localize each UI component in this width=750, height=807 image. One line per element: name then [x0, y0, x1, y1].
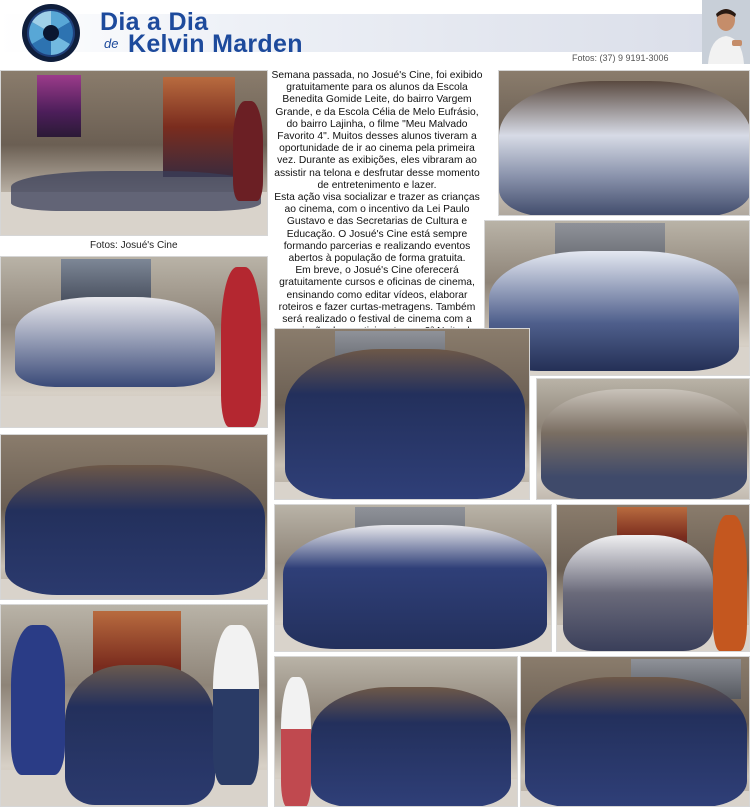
columnist-portrait: [702, 0, 750, 64]
group-photo-10: [556, 504, 750, 652]
group-photo-1: [0, 70, 268, 236]
group-photo-2: [0, 256, 268, 428]
photo-caption: Fotos: Josué's Cine: [90, 240, 178, 251]
group-photo-5: [498, 70, 750, 216]
group-photo-4: [0, 604, 268, 807]
group-photo-8: [536, 378, 750, 500]
group-photo-3: [0, 434, 268, 600]
article-paragraph-2: Esta ação visa socializar e trazer as crianças ao cinema, com o incentivo da Lei Paulo Gustavo e das Secretarias de Cultura e Educação. O Josué's Cine está sempre formando parcerias e realizando eventos abertos à população de forma gratuita.: [274, 192, 480, 265]
masthead-title-de: de: [104, 36, 119, 51]
masthead-title-line2: Kelvin Marden: [128, 30, 303, 58]
photo-credit-phone: Fotos: (37) 9 9191-3006: [572, 53, 669, 63]
article-body: [270, 70, 484, 351]
header: [0, 0, 750, 68]
group-photo-11: [274, 656, 518, 807]
group-photo-9: [274, 504, 552, 652]
person-portrait-icon: [702, 0, 750, 64]
group-photo-12: [520, 656, 750, 807]
article-paragraph-3: Em breve, o Josué's Cine oferecerá gratuitamente cursos e oficinas de cinema, ensinando como editar vídeos, elaborar roteiros e fazer curtas-metragens. Também será realizado o festival de cinema com a: [278, 265, 476, 326]
masthead-title-line1: Dia a Dia: [100, 8, 209, 36]
article-paragraph-1: Semana passada, no Josué's Cine, foi exibido gratuitamente para os alunos da Escola Benedita Gomide Leite, do bairro Vargem Grande, e da Escola Célia de Melo Eufrásio, do bairro Lajinha, o filme "Meu Malvado Favorito 4". Muitos desses alunos tiveram a oportunidade de ir ao cinema pela primeira vez. Durante as exibições, eles vibraram ao assistir na telona e desfrutar desse momento de entretenimento e lazer.: [271, 70, 483, 191]
camera-shutter-logo-icon: [8, 2, 94, 64]
group-photo-7: [274, 328, 530, 500]
